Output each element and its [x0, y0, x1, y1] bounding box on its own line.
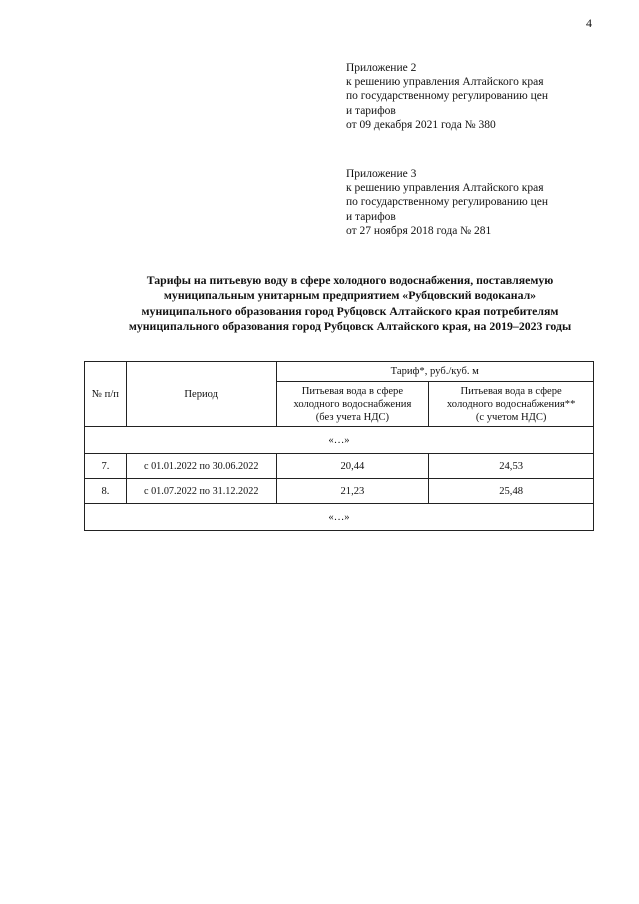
table-row — [85, 479, 594, 504]
header-with-vat-line: (с учетом НДС) — [475, 411, 547, 423]
header-without-vat-line: (без учета НДС) — [315, 411, 390, 423]
document-title — [60, 273, 639, 334]
appendix-2-block — [346, 61, 606, 132]
ellipsis-cell: «…» — [85, 427, 594, 454]
header-with-vat-line: Питьевая вода в сфере — [460, 385, 562, 397]
ellipsis-cell: «…» — [85, 504, 594, 531]
row-period: с 01.01.2022 по 30.06.2022 — [126, 454, 276, 479]
title-line: муниципального образования город Рубцовск Алтайского края потребителям — [141, 303, 559, 318]
row-tariff-with-vat: 24,53 — [429, 454, 594, 479]
row-tariff-with-vat: 25,48 — [429, 479, 594, 504]
header-with-vat-line: холодного водоснабжения** — [446, 398, 576, 410]
appendix-2-line: и тарифов — [346, 104, 396, 117]
page-number: 4 — [586, 16, 592, 30]
table-row — [85, 454, 594, 479]
row-period: с 01.07.2022 по 31.12.2022 — [126, 479, 276, 504]
row-tariff-without-vat: 21,23 — [276, 479, 429, 504]
header-tariff: Тариф*, руб./куб. м — [276, 362, 593, 382]
table-row-ellipsis — [85, 427, 594, 454]
header-without-vat-line: Питьевая вода в сфере — [301, 385, 404, 397]
appendix-3-line: и тарифов — [346, 210, 396, 223]
appendix-2-line: по государственному регулированию цен — [346, 90, 549, 103]
appendix-3-heading: Приложение 3 — [346, 168, 417, 180]
appendix-3-date: от 27 ноября 2018 года № 281 — [346, 224, 492, 237]
appendix-2-heading: Приложение 2 — [346, 62, 417, 74]
appendix-3-block — [346, 167, 606, 238]
table-row-ellipsis — [85, 504, 594, 531]
header-with-vat — [429, 382, 594, 427]
row-number: 8. — [85, 479, 127, 504]
appendix-2-date: от 09 декабря 2021 года № 380 — [346, 118, 496, 131]
header-number: № п/п — [85, 362, 127, 427]
header-period: Период — [126, 362, 276, 427]
title-line: муниципального образования город Рубцовск Алтайского края, на 2019–2023 годы — [128, 318, 572, 333]
header-without-vat-line: холодного водоснабжения — [293, 398, 412, 410]
appendix-2-line: к решению управления Алтайского края — [346, 76, 544, 89]
table-header-row — [85, 362, 594, 382]
row-number: 7. — [85, 454, 127, 479]
tariff-table — [84, 361, 594, 531]
header-without-vat — [276, 382, 429, 427]
appendix-3-line: к решению управления Алтайского края — [346, 182, 544, 195]
title-line: муниципальным унитарным предприятием «Рубцовский водоканал» — [163, 288, 537, 303]
appendix-3-line: по государственному регулированию цен — [346, 196, 549, 209]
row-tariff-without-vat: 20,44 — [276, 454, 429, 479]
title-line: Тарифы на питьевую воду в сфере холодного водоснабжения, поставляемую — [146, 273, 554, 287]
